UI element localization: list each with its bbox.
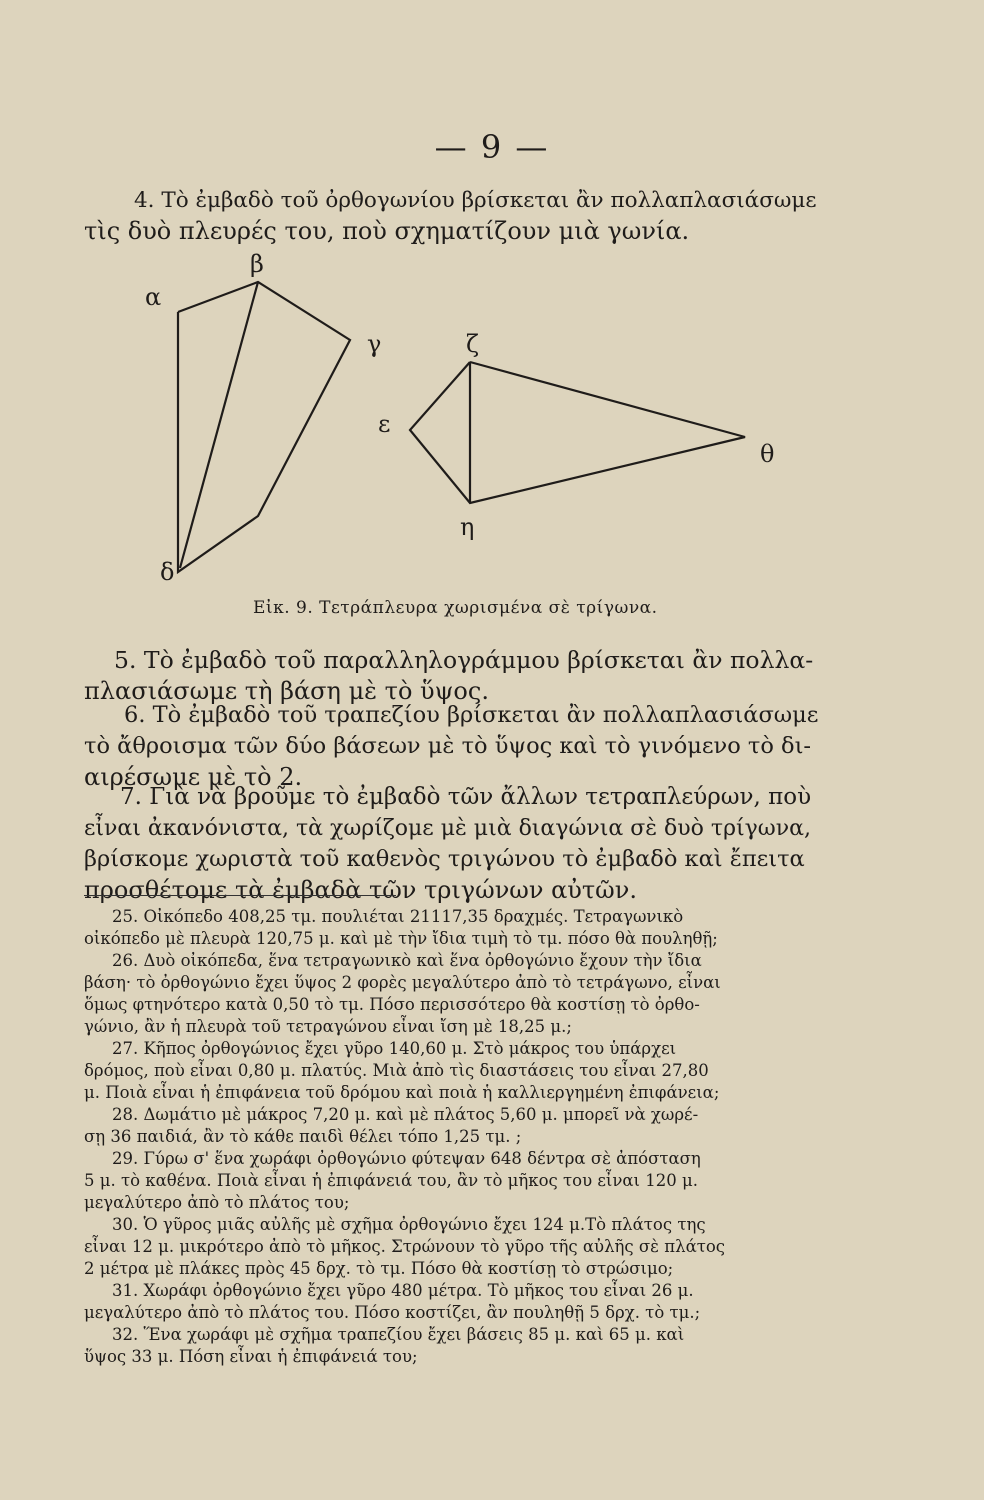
paragraph-line: εἶναι ἀκανόνιστα, τὰ χωρίζομε μὲ μιὰ διαγώνια σὲ δυὸ τρίγωνα, bbox=[84, 816, 811, 841]
vertex-label-epsilon: ε bbox=[378, 410, 391, 438]
exercise-line: 27. Κῆπος ὀρθογώνιος ἔχει γῦρο 140,60 μ. Στὸ μάκρος του ὑπάρχει bbox=[112, 1039, 677, 1058]
exercise-line: βάση· τὸ ὀρθογώνιο ἔχει ὕψος 2 φορὲς μεγαλύτερο ἀπὸ τὸ τετράγωνο, εἶναι bbox=[84, 973, 721, 992]
paragraph-line: πλασιάσωμε τὴ βάση μὲ τὸ ὕψος. bbox=[84, 677, 489, 705]
exercise-line: 2 μέτρα μὲ πλάκες πρὸς 45 δρχ. τὸ τμ. Πόσο θὰ κοστίσῃ τὸ στρώσιμο; bbox=[84, 1259, 674, 1278]
vertex-label-delta: δ bbox=[160, 558, 175, 586]
exercise-line: 5 μ. τὸ καθένα. Ποιὰ εἶναι ἡ ἐπιφάνειά του, ἂν τὸ μῆκος του εἶναι 120 μ. bbox=[84, 1171, 698, 1190]
exercise-line: 32. Ἕνα χωράφι μὲ σχῆμα τραπεζίου ἔχει βάσεις 85 μ. καὶ 65 μ. καὶ bbox=[112, 1325, 685, 1344]
vertex-label-theta: θ bbox=[760, 440, 775, 468]
exercise-line: 30. Ὁ γῦρος μιᾶς αὐλῆς μὲ σχῆμα ὀρθογώνιο ἔχει 124 μ.Τὸ πλάτος της bbox=[112, 1215, 706, 1234]
figure-caption: Εἰκ. 9. Τετράπλευρα χωρισμένα σὲ τρίγωνα. bbox=[253, 598, 658, 618]
paragraph-line: αιρέσωμε μὲ τὸ 2. bbox=[84, 763, 303, 791]
paragraph-line: 6. Τὸ ἐμβαδὸ τοῦ τραπεζίου βρίσκεται ἂν πολλαπλασιάσωμε bbox=[124, 702, 819, 728]
page-number: — 9 — bbox=[434, 128, 550, 166]
exercise-line: μεγαλύτερο ἀπὸ τὸ πλάτος του. Πόσο κοστίζει, ἂν πουληθῇ 5 δρχ. τὸ τμ.; bbox=[84, 1303, 701, 1322]
exercise-line: οἰκόπεδο μὲ πλευρὰ 120,75 μ. καὶ μὲ τὴν ἴδια τιμὴ τὸ τμ. πόσο θὰ πουληθῇ; bbox=[84, 929, 718, 948]
exercise-line: 29. Γύρω σ' ἕνα χωράφι ὀρθογώνιο φύτεψαν 648 δέντρα σὲ ἀπόσταση bbox=[112, 1149, 701, 1168]
paragraph-line: βρίσκομε χωριστὰ τοῦ καθενὸς τριγώνου τὸ ἐμβαδὸ καὶ ἔπειτα bbox=[84, 846, 805, 872]
paragraph-line: 7. Γιὰ νὰ βροῦμε τὸ ἐμβαδὸ τῶν ἄλλων τετραπλεύρων, ποὺ bbox=[120, 784, 812, 810]
exercise-line: ὕψος 33 μ. Πόση εἶναι ἡ ἐπιφάνειά του; bbox=[84, 1347, 418, 1366]
vertex-label-eta: η bbox=[460, 513, 475, 541]
paragraph-line: 5. Τὸ ἐμβαδὸ τοῦ παραλληλογράμμου βρίσκεται ἂν πολλα- bbox=[114, 646, 814, 674]
paragraph-line: τὸ ἄθροισμα τῶν δύο βάσεων μὲ τὸ ὕψος καὶ τὸ γινόμενο τὸ δι- bbox=[84, 733, 812, 759]
figure-quadrilaterals bbox=[0, 0, 984, 620]
paragraph-line: τὶς δυὸ πλευρές του, ποὺ σχηματίζουν μιὰ γωνία. bbox=[84, 217, 690, 245]
exercise-line: 25. Οἰκόπεδο 408,25 τμ. πουλιέται 21117,35 δραχμές. Τετραγωνικὸ bbox=[112, 907, 684, 926]
exercise-line: 26. Δυὸ οἰκόπεδα, ἕνα τετραγωνικὸ καὶ ἕνα ὀρθογώνιο ἔχουν τὴν ἴδια bbox=[112, 951, 702, 970]
vertex-label-alpha: α bbox=[145, 283, 162, 311]
quadrilateral-right-outline bbox=[410, 362, 745, 503]
paragraph-line: 4. Τὸ ἐμβαδὸ τοῦ ὀρθογωνίου βρίσκεται ἂν πολλαπλασιάσωμε bbox=[134, 188, 817, 213]
exercise-line: σῃ 36 παιδιά, ἂν τὸ κάθε παιδὶ θέλει τόπο 1,25 τμ. ; bbox=[84, 1127, 522, 1146]
vertex-label-zeta: ζ bbox=[466, 330, 480, 358]
vertex-label-gamma: γ bbox=[367, 330, 382, 358]
exercises-block bbox=[84, 906, 796, 1368]
exercise-line: 31. Χωράφι ὀρθογώνιο ἔχει γῦρο 480 μέτρα. Τὸ μῆκος του εἶναι 26 μ. bbox=[112, 1281, 694, 1300]
vertex-label-beta: β bbox=[250, 250, 264, 278]
paragraph-6 bbox=[84, 700, 818, 793]
exercise-line: ὅμως φτηνότερο κατὰ 0,50 τὸ τμ. Πόσο περισσότερο θὰ κοστίσῃ τὸ ὀρθο- bbox=[84, 995, 700, 1014]
exercise-line: δρόμος, ποὺ εἶναι 0,80 μ. πλατύς. Μιὰ ἀπὸ τὶς διαστάσεις του εἶναι 27,80 bbox=[84, 1061, 709, 1080]
exercise-line: μεγαλύτερο ἀπὸ τὸ πλάτος του; bbox=[84, 1193, 350, 1212]
exercise-line: γώνιο, ἂν ἡ πλευρὰ τοῦ τετραγώνου εἶναι ἴση μὲ 18,25 μ.; bbox=[84, 1017, 572, 1036]
exercise-line: μ. Ποιὰ εἶναι ἡ ἐπιφάνεια τοῦ δρόμου καὶ ποιὰ ἡ καλλιεργημένη ἐπιφάνεια; bbox=[84, 1083, 720, 1102]
section-rule bbox=[84, 895, 396, 896]
exercise-line: 28. Δωμάτιο μὲ μάκρος 7,20 μ. καὶ μὲ πλάτος 5,60 μ. μπορεῖ νὰ χωρέ- bbox=[112, 1105, 699, 1124]
paragraph-line: προσθέτομε τὰ ἐμβαδὰ τῶν τριγώνων αὐτῶν. bbox=[84, 876, 637, 904]
paragraph-5 bbox=[84, 645, 818, 707]
exercise-line: εἶναι 12 μ. μικρότερο ἀπὸ τὸ μῆκος. Στρώνουν τὸ γῦρο τῆς αὐλῆς σὲ πλάτος bbox=[84, 1237, 726, 1256]
paragraph-7 bbox=[84, 782, 818, 906]
quadrilateral-left-outline bbox=[178, 282, 350, 572]
